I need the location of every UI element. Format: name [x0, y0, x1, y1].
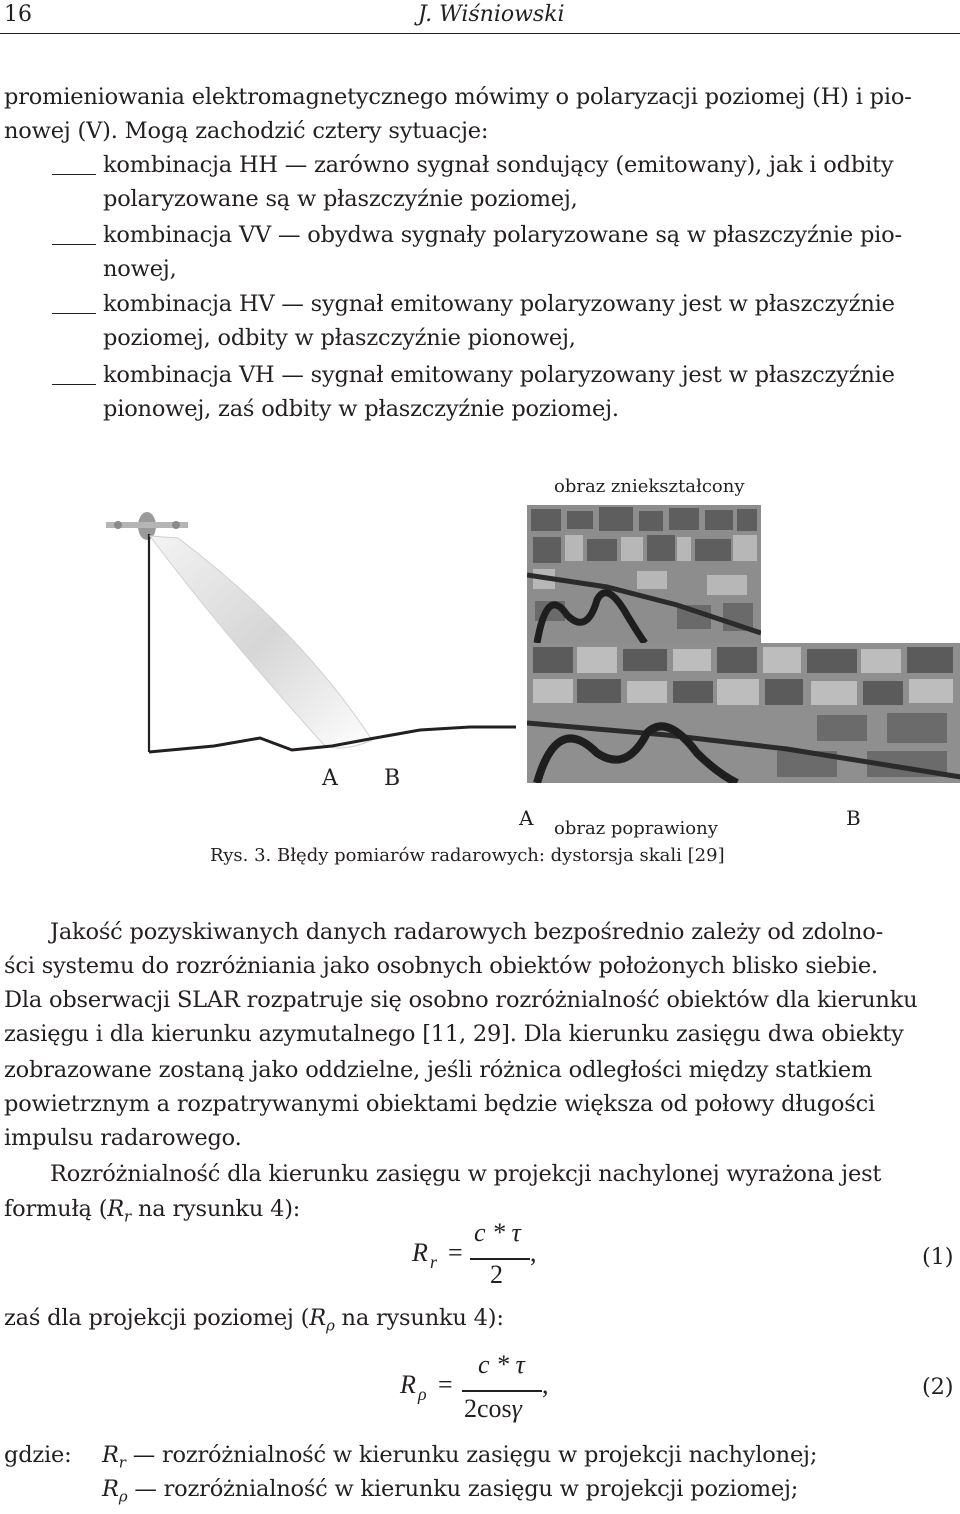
- case-hh-line-1: kombinacja HH — zarówno sygnał sondujący (emitowany), jak i odbity: [103, 152, 894, 178]
- label-corrected-image: obraz poprawiony: [554, 818, 718, 839]
- case-hv-line-2: poziomej, odbity w płaszczyźnie pionowej,: [103, 325, 576, 351]
- paragraph-line: ści systemu do rozróżniania jako osobnych obiektów położonych blisko siebie.: [4, 953, 878, 979]
- case-vh-line-2: pionowej, zaś odbity w płaszczyźnie poziomej.: [103, 396, 619, 422]
- list-dash: [52, 303, 96, 322]
- header-rule: [0, 33, 960, 34]
- label-point-b-left: B: [384, 766, 401, 791]
- label-point-a-left: A: [322, 766, 338, 791]
- list-dash: [52, 164, 96, 183]
- label-point-a-right: A: [519, 806, 534, 830]
- corrected-radar-image: [527, 643, 960, 783]
- paragraph-line: formułą ($R_r$ na rysunku 4):: [4, 1196, 301, 1226]
- label-distorted-image: obraz zniekształcony: [554, 476, 745, 497]
- figure-caption: Rys. 3. Błędy pomiarów radarowych: dystorsja skali [29]: [210, 845, 725, 866]
- paragraph-line: Jakość pozyskiwanych danych radarowych bezpośrednio zależy od zdolno-: [50, 919, 884, 945]
- paragraph-line: zaś dla projekcji poziomej ($R_\rho$ na rysunku 4):: [4, 1305, 504, 1335]
- running-head-author: J. Wiśniowski: [418, 2, 565, 27]
- list-dash: [52, 234, 96, 253]
- paragraph-line: powietrznym a rozpatrywanymi obiektami będzie większa od połowy długości: [4, 1091, 876, 1117]
- paragraph-line: Rozróżnialność dla kierunku zasięgu w projekcji nachylonej wyrażona jest: [50, 1161, 882, 1187]
- distorted-radar-image: [527, 505, 761, 643]
- definition-item: $R_r$ — rozróżnialność w kierunku zasięgu w projekcji nachylonej;: [102, 1442, 818, 1472]
- case-hh-line-2: polaryzowane są w płaszczyźnie poziomej,: [103, 186, 578, 212]
- intro-line-2: nowej (V). Mogą zachodzić cztery sytuacje:: [4, 118, 489, 144]
- paragraph-line: zasięgu i dla kierunku azymutalnego [11, 29]. Dla kierunku zasięgu dwa obiekty: [4, 1021, 904, 1047]
- intro-line-1: promieniowania elektromagnetycznego mówimy o polaryzacji poziomej (H) i pio-: [4, 84, 912, 110]
- case-hv-line-1: kombinacja HV — sygnał emitowany polaryzowany jest w płaszczyźnie: [103, 291, 895, 317]
- case-vv-line-1: kombinacja VV — obydwa sygnały polaryzowane są w płaszczyźnie pio-: [103, 222, 902, 248]
- case-vh-line-1: kombinacja VH — sygnał emitowany polaryzowany jest w płaszczyźnie: [103, 362, 895, 388]
- paragraph-line: Dla obserwacji SLAR rozpatruje się osobno rozróżnialność obiektów dla kierunku: [4, 987, 918, 1013]
- list-dash: [52, 374, 96, 393]
- equation-number: (1): [922, 1244, 954, 1270]
- page-number: 16: [4, 2, 32, 27]
- paragraph-line: impulsu radarowego.: [4, 1125, 242, 1151]
- case-vv-line-2: nowej,: [103, 256, 177, 282]
- label-point-b-right: B: [846, 806, 861, 830]
- definitions-lead: gdzie:: [4, 1442, 72, 1468]
- definition-item: $R_\rho$ — rozróżnialność w kierunku zasięgu w projekcji poziomej;: [102, 1476, 799, 1506]
- equation-number: (2): [922, 1374, 954, 1400]
- aircraft-icon: [106, 512, 188, 540]
- paragraph-line: zobrazowane zostaną jako oddzielne, jeśli różnica odległości między statkiem: [4, 1057, 873, 1083]
